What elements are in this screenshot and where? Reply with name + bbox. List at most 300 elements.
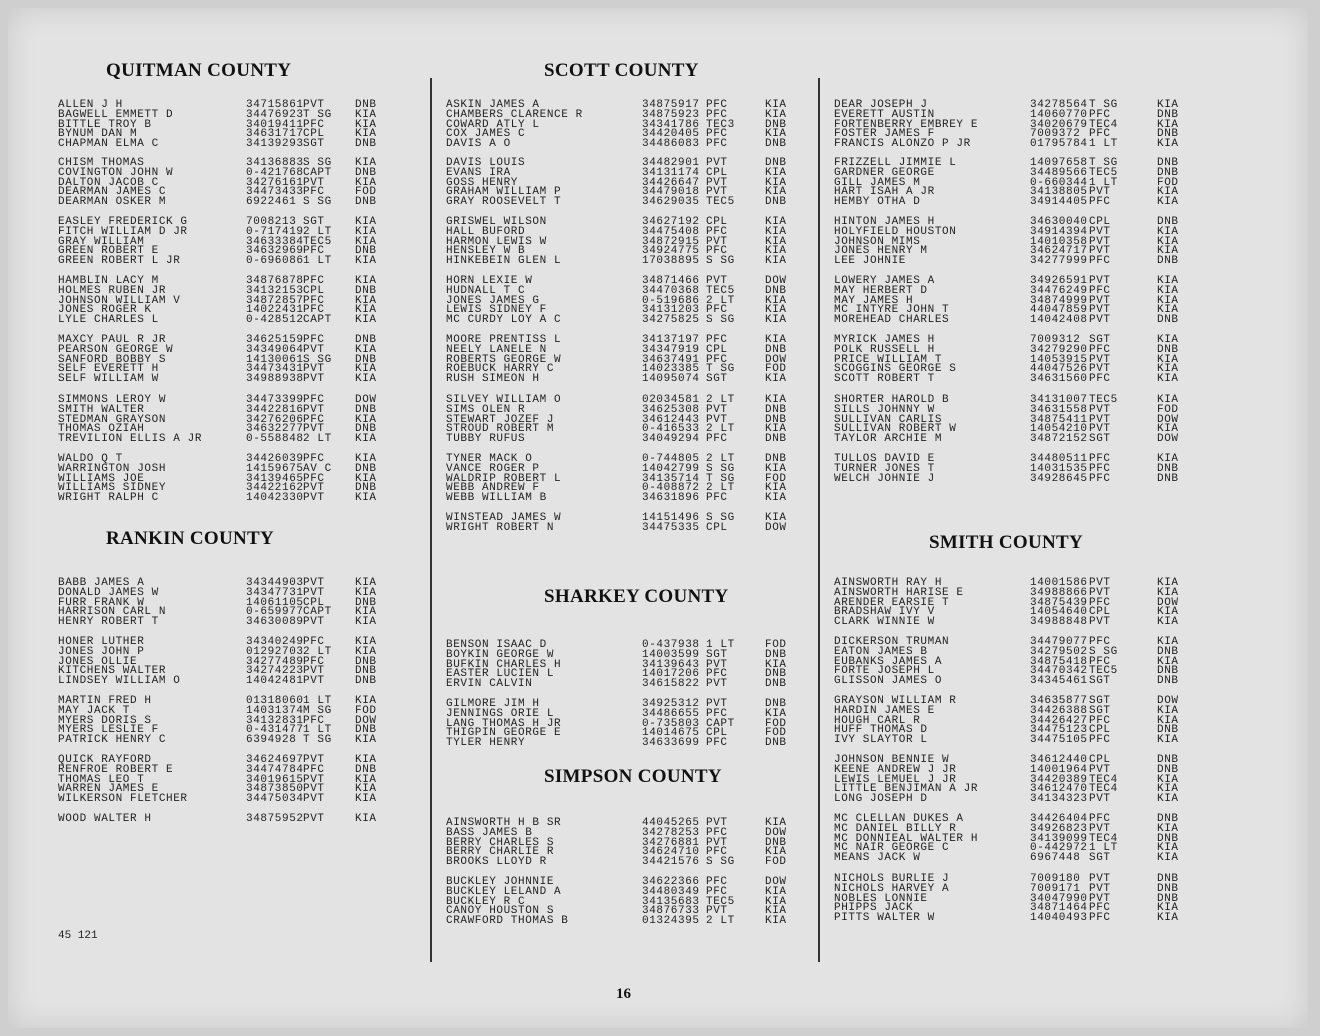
casualty-grade: PFC xyxy=(706,885,728,898)
casualty-name: BYNUM DAN M xyxy=(58,128,138,141)
casualty-status: DNB xyxy=(1157,754,1179,766)
casualty-name: ROEBUCK HARRY C xyxy=(446,363,555,376)
casualty-serial: 14042481 xyxy=(246,675,304,688)
casualty-grade: M SG xyxy=(303,704,332,717)
casualty-serial: 0-717419 xyxy=(246,225,304,238)
casualty-grade: TEC5 xyxy=(1089,166,1118,179)
casualty-status: FOD xyxy=(765,856,787,869)
casualty-name: BUFKIN CHARLES H xyxy=(446,658,562,671)
casualty-status: DNB xyxy=(765,138,787,151)
casualty-name: LEWIS LEMUEL J JR xyxy=(834,773,957,786)
casualty-status: KIA xyxy=(765,482,787,495)
casualty-grade: PFC xyxy=(1089,813,1111,825)
casualty-name: BERRY CHARLIE R xyxy=(446,846,555,859)
casualty-serial: 34482901 xyxy=(642,157,700,169)
casualty-grade: 2 LT xyxy=(303,645,332,658)
casualty-serial: 34631558 xyxy=(1030,403,1088,416)
casualty-grade: PFC xyxy=(303,294,325,307)
casualty-status: KIA xyxy=(1157,852,1179,865)
casualty-serial: 34131007 xyxy=(1030,394,1088,406)
casualty-status: KIA xyxy=(1157,423,1179,436)
casualty-serial: 34135683 xyxy=(642,895,700,908)
casualty-status: DNB xyxy=(1157,108,1179,121)
casualty-status: DNB xyxy=(1157,675,1179,688)
casualty-serial: 01292703 xyxy=(246,645,304,658)
casualty-grade: T SG xyxy=(1089,99,1118,111)
casualty-serial: 34871466 xyxy=(642,275,700,287)
casualty-name: CHAPMAN ELMA C xyxy=(58,138,159,151)
casualty-name: GRAY ROOSEVELT T xyxy=(446,196,562,209)
casualty-status: KIA xyxy=(765,304,787,317)
casualty-name: AINSWORTH H B SR xyxy=(446,817,562,829)
casualty-serial: 02034581 xyxy=(642,394,700,406)
casualty-grade: PFC xyxy=(706,334,728,346)
casualty-serial: 34276206 xyxy=(246,413,304,426)
casualty-status: KIA xyxy=(765,314,787,327)
casualty-grade: 2 LT xyxy=(706,423,735,436)
casualty-status: KIA xyxy=(355,577,377,589)
casualty-name: EASTER LUCIEN L xyxy=(446,668,555,681)
casualty-status: KIA xyxy=(355,606,377,619)
casualty-name: MEANS JACK W xyxy=(834,852,921,865)
casualty-grade: PFC xyxy=(706,138,728,151)
casualty-grade: TEC4 xyxy=(1089,783,1118,796)
casualty-serial: 34630040 xyxy=(1030,216,1088,228)
casualty-grade: PVT xyxy=(303,363,325,376)
casualty-serial: 34132153 xyxy=(246,284,304,297)
casualty-serial: 0-442972 xyxy=(1030,842,1088,855)
casualty-status: KIA xyxy=(355,314,377,327)
casualty-grade: CAPT xyxy=(303,166,332,179)
casualty-status: KIA xyxy=(355,225,377,238)
casualty-serial: 34874999 xyxy=(1030,294,1088,307)
casualty-serial: 34715861 xyxy=(246,99,304,111)
casualty-name: STROUD ROBERT M xyxy=(446,423,555,436)
casualty-serial: 14040493 xyxy=(1030,912,1088,925)
casualty-grade: PVT xyxy=(303,373,325,386)
casualty-grade: SGT xyxy=(706,648,728,661)
casualty-status: KIA xyxy=(355,773,377,786)
casualty-serial: 0-408872 xyxy=(642,482,700,495)
casualty-status: KIA xyxy=(1157,704,1179,717)
casualty-grade: PFC xyxy=(1089,714,1111,727)
casualty-status: DNB xyxy=(355,334,377,346)
casualty-grade: PVT xyxy=(1089,577,1111,589)
casualty-name: BABB JAMES A xyxy=(58,577,145,589)
casualty-grade: 2 LT xyxy=(706,294,735,307)
casualty-status: KIA xyxy=(1157,734,1179,747)
casualty-status: DNB xyxy=(765,343,787,356)
casualty-status: KIA xyxy=(1157,655,1179,668)
casualty-name: WEBB WILLIAM B xyxy=(446,492,547,505)
casualty-name: PRICE WILLIAM T xyxy=(834,353,943,366)
casualty-name: FOSTER JAMES F xyxy=(834,128,935,141)
casualty-name: GILMORE JIM H xyxy=(446,698,540,710)
casualty-status: DNB xyxy=(765,678,787,691)
casualty-name: BASS JAMES B xyxy=(446,826,533,839)
casualty-name: SULLIVAN CARLIS xyxy=(834,413,943,426)
casualty-serial: 44047859 xyxy=(1030,304,1088,317)
document-page xyxy=(8,8,1308,1028)
casualty-grade: PVT xyxy=(303,403,325,416)
casualty-name: CRAWFORD THOMAS B xyxy=(446,915,569,928)
casualty-status: KIA xyxy=(765,915,787,928)
casualty-grade: PFC xyxy=(706,668,728,681)
casualty-name: TREVILION ELLIS A JR xyxy=(58,433,203,446)
casualty-status: KIA xyxy=(1157,235,1179,248)
casualty-status: DNB xyxy=(765,157,787,169)
casualty-status: KIA xyxy=(355,235,377,248)
casualty-status: DNB xyxy=(765,836,787,849)
casualty-name: WRIGHT RALPH C xyxy=(58,492,159,505)
casualty-grade: PVT xyxy=(1089,423,1111,436)
casualty-name: GARDNER GEORGE xyxy=(834,166,935,179)
casualty-name: WILLIAMS SIDNEY xyxy=(58,482,167,495)
casualty-grade: PFC xyxy=(303,636,325,648)
casualty-name: TUBBY RUFUS xyxy=(446,433,526,446)
casualty-grade: PFC xyxy=(706,99,728,111)
casualty-serial: 34277489 xyxy=(246,655,304,668)
casualty-grade: PVT xyxy=(706,403,728,416)
casualty-name: KITCHENS WALTER xyxy=(58,665,167,678)
casualty-grade: 1 LT xyxy=(1089,138,1118,151)
casualty-serial: 34624710 xyxy=(642,846,700,859)
casualty-serial: 34489566 xyxy=(1030,166,1088,179)
casualty-status: KIA xyxy=(765,492,787,505)
casualty-grade: CPL xyxy=(303,284,325,297)
casualty-status: KIA xyxy=(1157,714,1179,727)
casualty-serial: 34426404 xyxy=(1030,813,1088,825)
casualty-status: KIA xyxy=(1157,138,1179,151)
casualty-serial: 34426388 xyxy=(1030,704,1088,717)
casualty-name: MC DANIEL BILLY R xyxy=(834,822,957,835)
casualty-serial: 14151496 xyxy=(642,512,700,524)
casualty-status: DNB xyxy=(355,655,377,668)
casualty-serial: 34049294 xyxy=(642,433,700,446)
casualty-serial: 34426427 xyxy=(1030,714,1088,727)
casualty-grade: CAPT xyxy=(303,606,332,619)
casualty-grade: PVT xyxy=(1089,363,1111,376)
casualty-name: WALDO Q T xyxy=(58,453,123,465)
casualty-name: MOORE PRENTISS L xyxy=(446,334,562,346)
casualty-status: KIA xyxy=(355,304,377,317)
casualty-grade: PVT xyxy=(706,836,728,849)
casualty-status: KIA xyxy=(355,343,377,356)
casualty-grade: PVT xyxy=(303,616,325,629)
casualty-grade: PVT xyxy=(706,905,728,918)
casualty-status: KIA xyxy=(1157,245,1179,258)
casualty-grade: SGT xyxy=(1089,334,1111,346)
casualty-grade: TEC5 xyxy=(303,235,332,248)
casualty-serial: 14060770 xyxy=(1030,108,1088,121)
casualty-grade: SGT xyxy=(706,373,728,386)
casualty-name: SULLIVAN ROBERT W xyxy=(834,423,957,436)
casualty-name: WILLIAMS JOE xyxy=(58,472,145,485)
casualty-grade: 2 LT xyxy=(706,915,735,928)
county-heading: SIMPSON COUNTY xyxy=(544,766,722,787)
casualty-status: FOD xyxy=(765,363,787,376)
column-divider-right xyxy=(818,78,820,962)
casualty-grade: PVT xyxy=(303,343,325,356)
casualty-grade: PVT xyxy=(1089,822,1111,835)
casualty-serial: 34278253 xyxy=(642,826,700,839)
casualty-serial: 7009312 xyxy=(1030,334,1081,346)
casualty-grade: PVT xyxy=(706,275,728,287)
casualty-name: PEARSON GEORGE W xyxy=(58,343,174,356)
casualty-status: KIA xyxy=(1157,373,1179,386)
casualty-grade: PVT xyxy=(303,492,325,505)
casualty-serial: 0-437938 xyxy=(642,639,700,651)
casualty-name: HENSLEY W B xyxy=(446,245,526,258)
casualty-grade: 2 LT xyxy=(303,433,332,446)
casualty-name: FORTENBERRY EMBREY E xyxy=(834,118,979,131)
casualty-name: SCOGGINS GEORGE S xyxy=(834,363,957,376)
casualty-name: FURR FRANK W xyxy=(58,596,145,609)
casualty-grade: PFC xyxy=(1089,912,1111,925)
casualty-serial: 6967448 xyxy=(1030,852,1081,865)
casualty-status: DNB xyxy=(1157,157,1179,169)
casualty-serial: 34988848 xyxy=(1030,616,1088,629)
casualty-grade: PFC xyxy=(706,225,728,238)
casualty-name: MC CLELLAN DUKES A xyxy=(834,813,964,825)
casualty-serial: 34633384 xyxy=(246,235,304,248)
casualty-serial: 7008213 xyxy=(246,216,297,228)
casualty-name: DEAR JOSEPH J xyxy=(834,99,928,111)
column-divider-left xyxy=(430,78,432,962)
casualty-grade: PFC xyxy=(1089,462,1111,475)
casualty-serial: 34476249 xyxy=(1030,284,1088,297)
county-heading: SMITH COUNTY xyxy=(929,532,1084,553)
casualty-serial: 7009180 xyxy=(1030,873,1081,885)
casualty-grade: PVT xyxy=(1089,245,1111,258)
casualty-name: JONES HENRY M xyxy=(834,245,928,258)
casualty-name: COWARD ATLY L xyxy=(446,118,540,131)
casualty-grade: PVT xyxy=(1089,616,1111,629)
casualty-serial: 34275825 xyxy=(642,314,700,327)
casualty-name: LONG JOSEPH D xyxy=(834,793,928,806)
casualty-serial: 34345461 xyxy=(1030,675,1088,688)
casualty-name: TURNER JONES T xyxy=(834,462,935,475)
casualty-grade: CPL xyxy=(1089,754,1111,766)
casualty-serial: 14042408 xyxy=(1030,314,1088,327)
casualty-name: JONES JAMES G xyxy=(446,294,540,307)
casualty-name: JONES ROGER K xyxy=(58,304,152,317)
casualty-status: KIA xyxy=(765,373,787,386)
casualty-status: DOW xyxy=(1157,413,1179,426)
casualty-name: ALLEN J H xyxy=(58,99,123,111)
casualty-serial: 34131174 xyxy=(642,166,700,179)
casualty-serial: 34625159 xyxy=(246,334,304,346)
footer-code: 45 121 xyxy=(58,930,98,942)
casualty-name: HUDNALL T C xyxy=(446,284,526,297)
casualty-name: HOLYFIELD HOUSTON xyxy=(834,225,957,238)
casualty-serial: 34875923 xyxy=(642,108,700,121)
casualty-grade: 1 LT xyxy=(1089,176,1118,189)
casualty-grade: S SG xyxy=(303,196,332,209)
casualty-name: MYERS LESLIE F xyxy=(58,724,159,737)
casualty-grade: PFC xyxy=(1089,196,1111,209)
casualty-grade: PVT xyxy=(706,817,728,829)
casualty-status: KIA xyxy=(1157,334,1179,346)
casualty-status: KIA xyxy=(1157,912,1179,925)
casualty-status: DNB xyxy=(765,413,787,426)
casualty-status: KIA xyxy=(765,846,787,859)
casualty-name: AINSWORTH RAY H xyxy=(834,577,943,589)
casualty-status: KIA xyxy=(765,216,787,228)
casualty-name: HONER LUTHER xyxy=(58,636,145,648)
casualty-name: PHIPPS JACK xyxy=(834,902,914,915)
casualty-status: DOW xyxy=(765,876,787,888)
casualty-grade: PFC xyxy=(706,128,728,141)
casualty-name: MAY JAMES H xyxy=(834,294,914,307)
casualty-serial: 14097658 xyxy=(1030,157,1088,169)
casualty-name: RUSH SIMEON H xyxy=(446,373,540,386)
casualty-serial: 34279290 xyxy=(1030,343,1088,356)
casualty-name: EASLEY FREDERICK G xyxy=(58,216,188,228)
casualty-status: KIA xyxy=(765,423,787,436)
casualty-serial: 34136883 xyxy=(246,157,304,169)
casualty-grade: PFC xyxy=(706,876,728,888)
casualty-grade: PVT xyxy=(1089,892,1111,905)
casualty-serial: 14042330 xyxy=(246,492,304,505)
casualty-status: KIA xyxy=(765,255,787,268)
casualty-serial: 0-428512 xyxy=(246,314,304,327)
casualty-serial: 34637491 xyxy=(642,353,700,366)
casualty-status: KIA xyxy=(355,734,377,747)
casualty-name: HUFF THOMAS D xyxy=(834,724,928,737)
casualty-name: NOBLES LONNIE xyxy=(834,892,928,905)
casualty-name: SIMMONS LEROY W xyxy=(58,394,167,406)
casualty-status: DNB xyxy=(1157,462,1179,475)
casualty-name: HARRISON CARL N xyxy=(58,606,167,619)
casualty-name: PITTS WALTER W xyxy=(834,912,935,925)
casualty-serial: 14095074 xyxy=(642,373,700,386)
casualty-name: COVINGTON JOHN W xyxy=(58,166,174,179)
casualty-status: DOW xyxy=(1157,596,1179,609)
casualty-serial: 01324395 xyxy=(642,915,700,928)
casualty-grade: PFC xyxy=(1089,655,1111,668)
casualty-serial: 34486655 xyxy=(642,707,700,720)
county-heading: RANKIN COUNTY xyxy=(106,528,275,549)
casualty-grade: PVT xyxy=(1089,186,1111,199)
casualty-status: DNB xyxy=(765,196,787,209)
casualty-status: DNB xyxy=(355,482,377,495)
casualty-status: DNB xyxy=(1157,882,1179,895)
casualty-status: DNB xyxy=(1157,832,1179,845)
casualty-grade: PFC xyxy=(706,707,728,720)
casualty-grade: 1 LT xyxy=(303,695,332,707)
casualty-serial: 34138805 xyxy=(1030,186,1088,199)
casualty-status: KIA xyxy=(765,334,787,346)
casualty-name: GRAY WILLIAM xyxy=(58,235,145,248)
casualty-status: DNB xyxy=(1157,216,1179,228)
casualty-name: SILVEY WILLIAM O xyxy=(446,394,562,406)
casualty-status: FOD xyxy=(765,472,787,485)
casualty-name: JONES JOHN P xyxy=(58,645,145,658)
casualty-status: KIA xyxy=(1157,902,1179,915)
casualty-serial: 34473433 xyxy=(246,186,304,199)
casualty-grade: PVT xyxy=(303,793,325,806)
casualty-name: LINDSEY WILLIAM O xyxy=(58,675,181,688)
casualty-serial: 34340249 xyxy=(246,636,304,648)
casualty-status: KIA xyxy=(765,108,787,121)
casualty-serial: 34875952 xyxy=(246,813,304,825)
casualty-status: KIA xyxy=(1157,196,1179,209)
casualty-status: KIA xyxy=(765,658,787,671)
casualty-serial: 01795784 xyxy=(1030,138,1088,151)
casualty-serial: 34421576 xyxy=(642,856,700,869)
casualty-name: JOHNSON BENNIE W xyxy=(834,754,950,766)
casualty-grade: 2 LT xyxy=(706,482,735,495)
casualty-serial: 14130061 xyxy=(246,353,304,366)
casualty-status: KIA xyxy=(765,905,787,918)
casualty-name: WILKERSON FLETCHER xyxy=(58,793,188,806)
casualty-grade: PVT xyxy=(1089,275,1111,287)
casualty-name: EVANS IRA xyxy=(446,166,511,179)
casualty-status: KIA xyxy=(765,186,787,199)
casualty-name: JONES OLLIE xyxy=(58,655,138,668)
casualty-status: FOD xyxy=(1157,176,1179,189)
casualty-name: BRADSHAW IVY V xyxy=(834,606,935,619)
casualty-serial: 34632969 xyxy=(246,245,304,258)
casualty-name: MOREHEAD CHARLES xyxy=(834,314,950,327)
casualty-name: BUCKLEY JOHNNIE xyxy=(446,876,555,888)
casualty-serial: 0-421768 xyxy=(246,166,304,179)
casualty-serial: 34928645 xyxy=(1030,472,1088,485)
casualty-status: DNB xyxy=(765,118,787,131)
casualty-serial: 34624697 xyxy=(246,754,304,766)
casualty-status: KIA xyxy=(765,895,787,908)
casualty-grade: PFC xyxy=(706,492,728,505)
casualty-grade: PVT xyxy=(706,157,728,169)
casualty-name: MAXCY PAUL R JR xyxy=(58,334,167,346)
casualty-serial: 34475034 xyxy=(246,793,304,806)
casualty-grade: CPL xyxy=(303,596,325,609)
casualty-serial: 34422162 xyxy=(246,482,304,495)
casualty-status: DNB xyxy=(765,403,787,416)
casualty-status: DOW xyxy=(355,714,377,727)
casualty-serial: 14023385 xyxy=(642,363,700,376)
casualty-serial: 34630089 xyxy=(246,616,304,629)
casualty-name: MC INTYRE JOHN T xyxy=(834,304,950,317)
casualty-serial: 34134323 xyxy=(1030,793,1088,806)
casualty-serial: 34139293 xyxy=(246,138,304,151)
casualty-serial: 34875917 xyxy=(642,99,700,111)
casualty-status: KIA xyxy=(765,817,787,829)
casualty-name: STEWART JOZEF J xyxy=(446,413,555,426)
casualty-grade: PVT xyxy=(303,99,325,111)
casualty-status: DOW xyxy=(1157,695,1179,707)
casualty-status: DNB xyxy=(765,284,787,297)
casualty-grade: PVT xyxy=(706,186,728,199)
casualty-status: KIA xyxy=(1157,225,1179,238)
casualty-name: DEARMAN OSKER M xyxy=(58,196,167,209)
casualty-name: SILLS JOHNNY W xyxy=(834,403,935,416)
casualty-grade: PVT xyxy=(303,423,325,436)
casualty-status: DNB xyxy=(355,353,377,366)
casualty-serial: 34926823 xyxy=(1030,822,1088,835)
casualty-grade: S SG xyxy=(706,512,735,524)
casualty-grade: PVT xyxy=(303,482,325,495)
casualty-grade: PVT xyxy=(1089,413,1111,426)
casualty-grade: CPL xyxy=(1089,606,1111,619)
casualty-status: KIA xyxy=(355,472,377,485)
casualty-name: PATRICK HENRY C xyxy=(58,734,167,747)
casualty-name: HORN LEXIE W xyxy=(446,275,533,287)
casualty-grade: TEC5 xyxy=(1089,665,1118,678)
casualty-grade: PFC xyxy=(1089,596,1111,609)
casualty-serial: 34622366 xyxy=(642,876,700,888)
